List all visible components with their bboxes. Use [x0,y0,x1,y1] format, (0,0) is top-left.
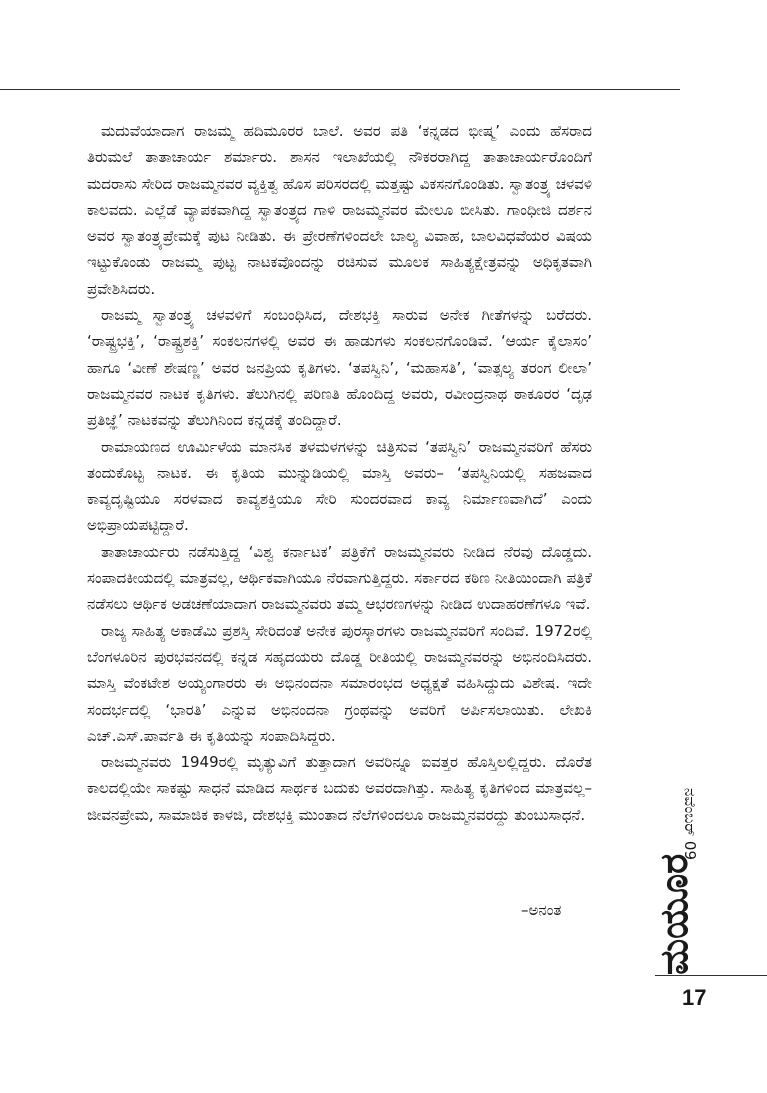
issue-date: ನವೆಂಬರ್ 09 [681,788,699,861]
paragraph-1: ಮದುವೆಯಾದಾಗ ರಾಜಮ್ಮ ಹದಿಮೂರರ ಬಾಲೆ. ಅವರ ಪತಿ ‘ಕನ್ನಡದ ಭೀಷ್ಮ’ ಎಂದು ಹೆಸರಾದ ತಿರುಮಲೆ ತಾತಾಚಾರ್ಯ ಶರ್ಮಾರು. ಶಾಸನ ಇಲಾಖೆಯಲ್ಲಿ ನೌಕರರಾಗಿದ್ದ ತಾತಾಚಾರ್ಯರೊಂದಿಗೆ ಮದರಾಸು ಸೇರಿದ ರಾಜಮ್ಮನವರ ವ್ಯಕ್ತಿತ್ವ ಹೊಸ ಪರಿಸರದಲ್ಲಿ ಮತ್ತಷ್ಟು ವಿಕಸನಗೊಂಡಿತು. ಸ್ವಾತಂತ್ರ್ಯ ಚಳವಳಿ ಕಾಲವದು. ಎಲ್ಲೆಡೆ ವ್ಯಾಪಕವಾಗಿದ್ದ ಸ್ವಾತಂತ್ರ್ಯದ ಗಾಳಿ ರಾಜಮ್ಮನವರ ಮೇಲೂ ಬೀಸಿತು. ಗಾಂಧೀಜಿ ದರ್ಶನ ಅವರ ಸ್ವಾತಂತ್ರ್ಯಪ್ರೇಮಕ್ಕೆ ಪುಟ ನೀಡಿತು. ಈ ಪ್ರೇರಣೆಗಳಿಂದಲೇ ಬಾಲ್ಯ ವಿವಾಹ, ಬಾಲವಿಧವೆಯರ ವಿಷಯ ಇಟ್ಟುಕೊಂಡು ರಾಜಮ್ಮ ಪುಟ್ಟ ನಾಟಕವೊಂದನ್ನು ರಚಿಸುವ ಮೂಲಕ ಸಾಹಿತ್ಯಕ್ಷೇತ್ರವನ್ನು ಅಧಿಕೃತವಾಗಿ ಪ್ರವೇಶಿಸಿದರು. [87,122,592,298]
footer-rule [655,975,767,976]
paragraph-4: ತಾತಾಚಾರ್ಯರು ನಡೆಸುತ್ತಿದ್ದ ‘ವಿಶ್ವ ಕರ್ನಾಟಕ’ ಪತ್ರಿಕೆಗೆ ರಾಜಮ್ಮನವರು ನೀಡಿದ ನೆರವು ದೊಡ್ಡದು. ಸಂಪಾದಕೀಯದಲ್ಲಿ ಮಾತ್ರವಲ್ಲ, ಆರ್ಥಿಕವಾಗಿಯೂ ನೆರವಾಗುತ್ತಿದ್ದರು. ಸರ್ಕಾರದ ಕಠಿಣ ನೀತಿಯಿಂದಾಗಿ ಪತ್ರಿಕೆ ನಡೆಸಲು ಆರ್ಥಿಕ ಅಡಚಣೆಯಾದಾಗ ರಾಜಮ್ಮನವರು ತಮ್ಮ ಆಭರಣಗಳನ್ನು ನೀಡಿದ ಉದಾಹರಣೆಗಳೂ ಇವೆ. [87,542,592,614]
paragraph-3: ರಾಮಾಯಣದ ಊರ್ಮಿಳೆಯ ಮಾನಸಿಕ ತಳಮಳಗಳನ್ನು ಚಿತ್ರಿಸುವ ‘ತಪಸ್ವಿನಿ’ ರಾಜಮ್ಮನವರಿಗೆ ಹೆಸರು ತಂದುಕೊಟ್ಟ ನಾಟಕ. ಈ ಕೃತಿಯ ಮುನ್ನುಡಿಯಲ್ಲಿ ಮಾಸ್ತಿ ಅವರು– ‘ತಪಸ್ವಿನಿಯಲ್ಲಿ ಸಹಜವಾದ ಕಾವ್ಯದೃಷ್ಟಿಯೂ ಸರಳವಾದ ಕಾವ್ಯಶಕ್ತಿಯೂ ಸೇರಿ ಸುಂದರವಾದ ಕಾವ್ಯ ನಿರ್ಮಾಣವಾಗಿದೆ’ ಎಂದು ಅಭಿಪ್ರಾಯಪಟ್ಟಿದ್ದಾರೆ. [87,437,592,535]
paragraph-6: ರಾಜಮ್ಮನವರು 1949ರಲ್ಲಿ ಮೃತ್ಯುವಿಗೆ ತುತ್ತಾದಾಗ ಅವರಿನ್ನೂ ಐವತ್ತರ ಹೊಸ್ತಿಲಲ್ಲಿದ್ದರು. ದೊರೆತ ಕಾಲದಲ್ಲಿಯೇ ಸಾಕಷ್ಟು ಸಾಧನೆ ಮಾಡಿದ ಸಾರ್ಥಕ ಬದುಕು ಅವರದಾಗಿತ್ತು. ಸಾಹಿತ್ಯ ಕೃತಿಗಳಿಂದ ಮಾತ್ರವಲ್ಲ– ಜೀವನಪ್ರೇಮ, ಸಾಮಾಜಿಕ ಕಾಳಜಿ, ದೇಶಭಕ್ತಿ ಮುಂತಾದ ನೆಲೆಗಳಿಂದಲೂ ರಾಜಮ್ಮನವರದ್ದು ತುಂಬುಸಾಧನೆ. [87,753,592,824]
magazine-name: ಮಯೂರ [651,853,696,975]
paragraph-5: ರಾಜ್ಯ ಸಾಹಿತ್ಯ ಅಕಾಡೆಮಿ ಪ್ರಶಸ್ತಿ ಸೇರಿದಂತೆ ಅನೇಕ ಪುರಸ್ಕಾರಗಳು ರಾಜಮ್ಮನವರಿಗೆ ಸಂದಿವೆ. 1972ರಲ್ಲಿ ಬೆಂಗಳೂರಿನ ಪುರಭವನದಲ್ಲಿ ಕನ್ನಡ ಸಹೃದಯರು ದೊಡ್ಡ ರೀತಿಯಲ್ಲಿ ರಾಜಮ್ಮನವರನ್ನು ಅಭಿನಂದಿಸಿದರು. ಮಾಸ್ತಿ ವೆಂಕಟೇಶ ಅಯ್ಯಂಗಾರರು ಈ ಅಭಿನಂದನಾ ಸಮಾರಂಭದ ಅಧ್ಯಕ್ಷತೆ ವಹಿಸಿದ್ದುದು ವಿಶೇಷ. ಇದೇ ಸಂದರ್ಭದಲ್ಲಿ ‘ಭಾರತಿ’ ಎನ್ನುವ ಅಭಿನಂದನಾ ಗ್ರಂಥವನ್ನು ಅವರಿಗೆ ಅರ್ಪಿಸಲಾಯಿತು. ಲೇಖಕಿ ಎಚ್.ಎಸ್.ಪಾರ್ವತಿ ಈ ಕೃತಿಯನ್ನು ಸಂಪಾದಿಸಿದ್ದರು. [87,621,592,745]
top-rule [0,89,680,90]
article-body [87,118,592,828]
author-signature: –ಅನಂತ [521,901,562,919]
page-number: 17 [682,985,707,1010]
paragraph-2: ರಾಜಮ್ಮ ಸ್ವಾತಂತ್ರ್ಯ ಚಳವಳಿಗೆ ಸಂಬಂಧಿಸಿದ, ದೇಶಭಕ್ತಿ ಸಾರುವ ಅನೇಕ ಗೀತೆಗಳನ್ನು ಬರೆದರು. ‘ರಾಷ್ಟ್ರಭಕ್ತಿ’, ‘ರಾಷ್ಟ್ರಶಕ್ತಿ’ ಸಂಕಲನಗಳಲ್ಲಿ ಅವರ ಈ ಹಾಡುಗಳು ಸಂಕಲನಗೊಂಡಿವೆ. ‘ಆರ್ಯ ಕೈಲಾಸಂ’ ಹಾಗೂ ‘ವೀಣೆ ಶೇಷಣ್ಣ’ ಅವರ ಜನಪ್ರಿಯ ಕೃತಿಗಳು. ‘ತಪಸ್ವಿನಿ’, ‘ಮಹಾಸತಿ’, ‘ವಾತ್ಸಲ್ಯ ತರಂಗ ಲೀಲಾ’ ರಾಜಮ್ಮನವರ ನಾಟಕ ಕೃತಿಗಳು. ತೆಲುಗಿನಲ್ಲಿ ಪರಿಣತಿ ಹೊಂದಿದ್ದ ಅವರು, ರವೀಂದ್ರನಾಥ ಠಾಕೂರರ ‘ದೃಢ ಪ್ರತಿಜ್ಞೆ’ ನಾಟಕವನ್ನು ತೆಲುಗಿನಿಂದ ಕನ್ನಡಕ್ಕೆ ತಂದಿದ್ದಾರೆ. [87,306,592,430]
